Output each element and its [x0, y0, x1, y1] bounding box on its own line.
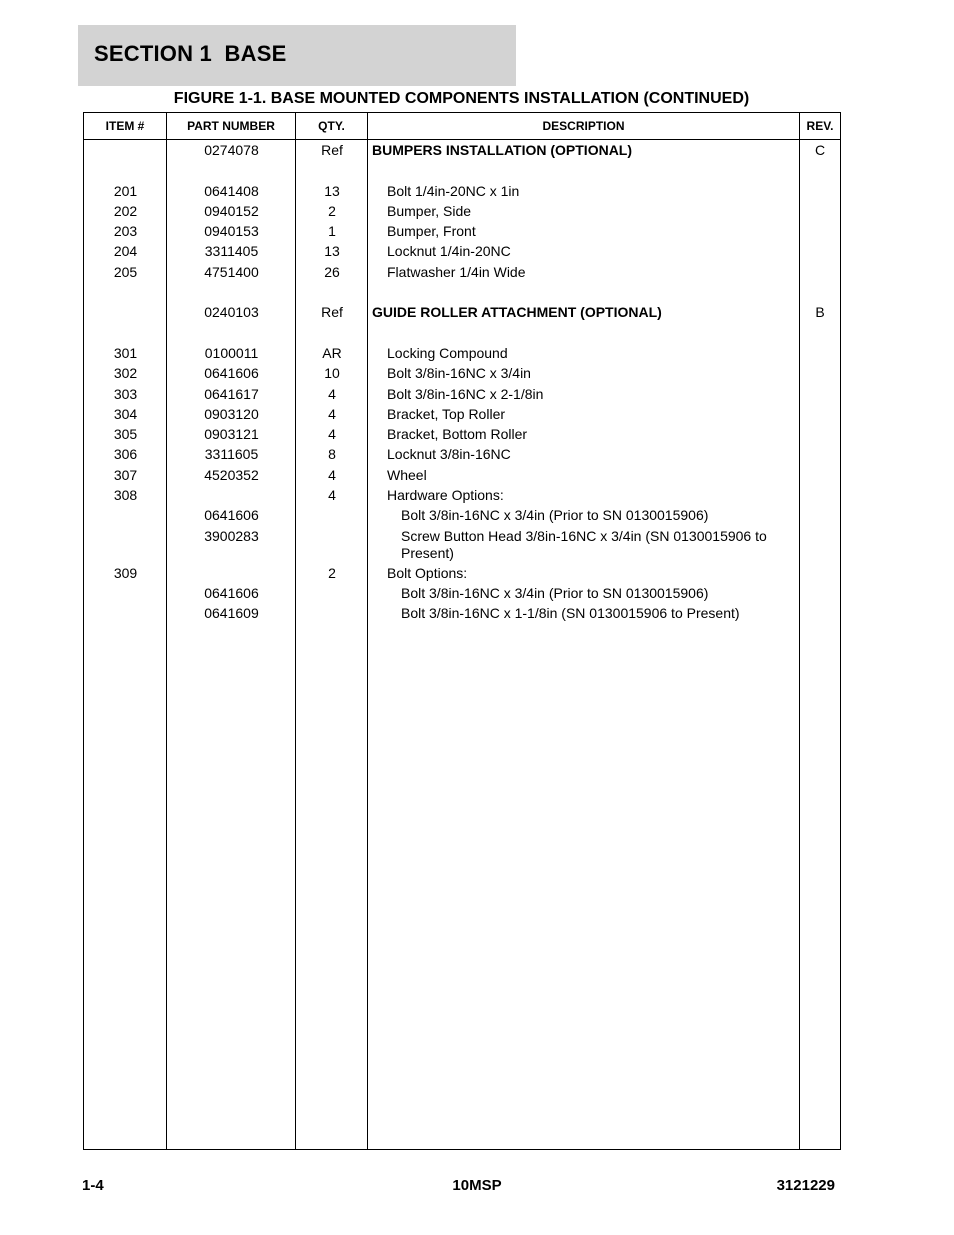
quantity: Ref: [321, 304, 343, 321]
item-number: 205: [113, 263, 138, 280]
quantity: 1: [328, 223, 336, 240]
table-row: [84, 465, 840, 485]
parts-table: [83, 112, 841, 1150]
header-description: DESCRIPTION: [542, 119, 625, 133]
assembly-description: GUIDE ROLLER ATTACHMENT (OPTIONAL): [372, 304, 662, 321]
quantity: 4: [328, 426, 336, 443]
part-number: 0100011: [204, 344, 259, 361]
quantity: 4: [328, 466, 336, 483]
part-number: 0641408: [204, 182, 259, 199]
assembly-description: BUMPERS INSTALLATION (OPTIONAL): [372, 142, 633, 158]
item-number: 202: [113, 202, 138, 219]
option-description: Bolt 3/8in-16NC x 3/4in (Prior to SN 0130015906): [401, 584, 709, 601]
item-number: 303: [113, 385, 138, 402]
description: Bracket, Bottom Roller: [387, 426, 528, 443]
quantity: Ref: [321, 142, 343, 158]
header-qty: QTY.: [318, 119, 345, 133]
item-number: 301: [113, 344, 138, 361]
item-number: 203: [113, 223, 138, 240]
revision: C: [814, 142, 826, 158]
header-part-number: PART NUMBER: [187, 119, 275, 133]
table-row: [84, 241, 840, 261]
header-rev: REV.: [806, 119, 834, 133]
table-row: [84, 563, 840, 583]
quantity: 13: [324, 243, 340, 260]
part-number: 3311605: [204, 446, 259, 463]
description: Bolt 1/4in-20NC x 1in: [387, 182, 520, 199]
table-row: [84, 404, 840, 424]
description: Flatwasher 1/4in Wide: [387, 263, 526, 280]
part-number: 0240103: [204, 304, 259, 321]
description: Bumper, Front: [387, 223, 476, 240]
description: Bolt Options:: [387, 564, 468, 581]
option-description: Bolt 3/8in-16NC x 3/4in (Prior to SN 0130015906): [401, 507, 709, 524]
option-description: Bolt 3/8in-16NC x 1-1/8in (SN 0130015906 to Present): [401, 605, 740, 622]
description: Wheel: [387, 466, 427, 483]
table-row: [84, 363, 840, 383]
description: Bracket, Top Roller: [387, 405, 506, 422]
description: Locknut 1/4in-20NC: [387, 243, 511, 260]
part-number: 0940152: [204, 202, 259, 219]
quantity: 8: [328, 446, 336, 463]
table-row: [84, 181, 840, 201]
description: Locking Compound: [387, 344, 508, 361]
table-row: [84, 485, 840, 505]
document-number: 3121229: [776, 1177, 835, 1194]
item-number: 302: [113, 365, 138, 382]
part-number: 0903121: [204, 426, 259, 443]
row-spacer: [84, 282, 840, 302]
part-number: 0903120: [204, 405, 259, 422]
section-banner: [78, 25, 516, 86]
part-number: 0641609: [204, 605, 259, 622]
table-body: [84, 140, 840, 624]
part-number: 0641617: [204, 385, 259, 402]
part-number: 3900283: [204, 527, 259, 544]
item-number: 309: [113, 564, 138, 581]
item-number: 306: [113, 446, 138, 463]
part-number: 4520352: [204, 466, 259, 483]
revision: B: [815, 304, 825, 321]
item-number: 308: [113, 487, 138, 504]
item-number: 204: [113, 243, 138, 260]
table-row: [84, 221, 840, 241]
table-row: [84, 583, 840, 603]
table-row: [84, 603, 840, 623]
table-row: [84, 424, 840, 444]
item-number: 304: [113, 405, 138, 422]
table-row: [84, 384, 840, 404]
quantity: 26: [324, 263, 340, 280]
part-number: 0641606: [204, 365, 259, 382]
part-number: 0274078: [204, 142, 259, 158]
page-number: 1-4: [82, 1177, 104, 1194]
table-row: [84, 140, 840, 160]
figure-title: FIGURE 1-1. BASE MOUNTED COMPONENTS INSTALLATION (CONTINUED): [173, 90, 750, 107]
description: Locknut 3/8in-16NC: [387, 446, 511, 463]
table-row: [84, 201, 840, 221]
quantity: 10: [324, 365, 340, 382]
table-row: [84, 505, 840, 525]
table-row: [84, 262, 840, 282]
quantity: AR: [322, 344, 342, 361]
item-number: 201: [113, 182, 138, 199]
quantity: 2: [328, 564, 336, 581]
description: Hardware Options:: [387, 487, 504, 504]
row-spacer: [84, 160, 840, 180]
section-title: SECTION 1 BASE: [94, 41, 287, 66]
part-number: 0641606: [204, 507, 259, 524]
item-number: 307: [113, 466, 138, 483]
table-row: [84, 302, 840, 322]
part-number: 4751400: [204, 263, 259, 280]
option-description: Screw Button Head 3/8in-16NC x 3/4in (SN 0130015906 to Present): [401, 527, 767, 561]
row-spacer: [84, 323, 840, 343]
quantity: 13: [324, 182, 340, 199]
header-item: ITEM #: [105, 119, 145, 133]
quantity: 4: [328, 405, 336, 422]
table-row: [84, 343, 840, 363]
model-name: 10MSP: [452, 1177, 502, 1194]
description: Bolt 3/8in-16NC x 3/4in: [387, 365, 531, 382]
item-number: 305: [113, 426, 138, 443]
quantity: 4: [328, 385, 336, 402]
quantity: 2: [328, 202, 336, 219]
part-number: 0940153: [204, 223, 259, 240]
quantity: 4: [328, 487, 336, 504]
part-number: 0641606: [204, 584, 259, 601]
table-row: [84, 526, 840, 563]
table-row: [84, 444, 840, 464]
part-number: 3311405: [204, 243, 259, 260]
description: Bolt 3/8in-16NC x 2-1/8in: [387, 385, 544, 402]
description: Bumper, Side: [387, 202, 472, 219]
